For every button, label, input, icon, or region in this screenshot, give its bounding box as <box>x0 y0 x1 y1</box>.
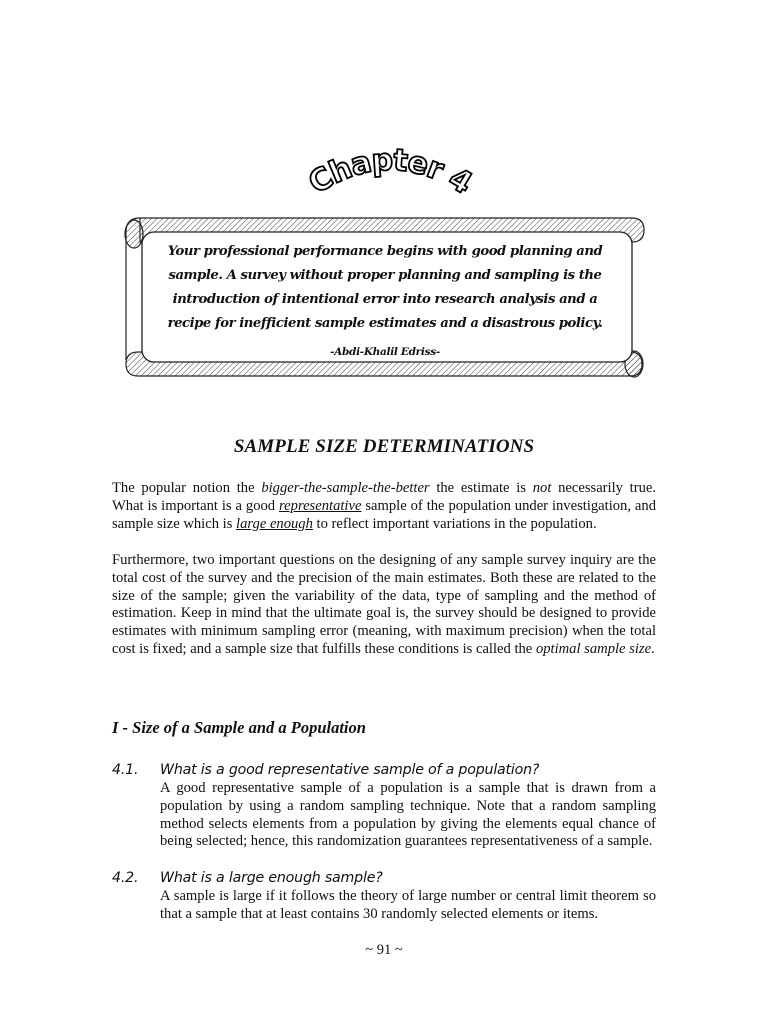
question-4-2-heading <box>112 870 383 886</box>
question-title: What is a large enough sample? <box>160 870 383 886</box>
subsection-title: I - Size of a Sample and a Population <box>112 718 366 737</box>
svg-text:Chapter 4 <box>303 145 478 201</box>
question-title: What is a good representative sample of a population? <box>160 762 540 778</box>
chapter-heading-art <box>290 145 490 215</box>
question-4-1-body: A good representative sample of a population is a sample that is drawn from a population by using a random sampling technique. Note that a random sampling method selects elements from a population by giving the elements equal chance of being selected; hence, this randomization guarantees representativeness of a sample. <box>160 780 656 850</box>
second-paragraph: Furthermore, two important questions on the designing of any sample survey inquiry are the total cost of the survey and the precision of the main estimates. Both these are related to the size of the sample; given the variability of the data, type of sampling and the method of estimation. Keep in mind that the ultimate goal is, the survey should be designed to provide estimates with minimum sampling error (meaning, with maximum precision) when the total cost is fixed; and a sample size that fulfills these conditions is called the optimal sample size. <box>112 552 656 657</box>
question-4-1-heading <box>112 762 539 778</box>
question-number: 4.1. <box>112 762 139 778</box>
question-4-2-body: A sample is large if it follows the theory of large number or central limit theorem so that a sample that at least contains 30 randomly selected elements or items. <box>160 888 656 922</box>
intro-paragraph: The popular notion the bigger-the-sample-the-better the estimate is not necessarily true. What is important is a good representative sample of the population under investigation, and sample size which is large enough to reflect important variations in the population. <box>112 480 656 532</box>
question-number: 4.2. <box>112 870 139 886</box>
quote-text: Your professional performance begins with good planning and sample. A survey without proper planning and sampling is the introduction of intentional error into research analysis and a recipe for inefficient sample estimates and a disastrous policy. <box>167 244 603 331</box>
section-title: SAMPLE SIZE DETERMINATIONS <box>233 436 535 457</box>
quote-author: -Abdi-Khalil Edriss- <box>330 346 440 358</box>
chapter-label: Chapter 4 <box>302 145 478 202</box>
page-number: ~ 91 ~ <box>365 942 403 958</box>
